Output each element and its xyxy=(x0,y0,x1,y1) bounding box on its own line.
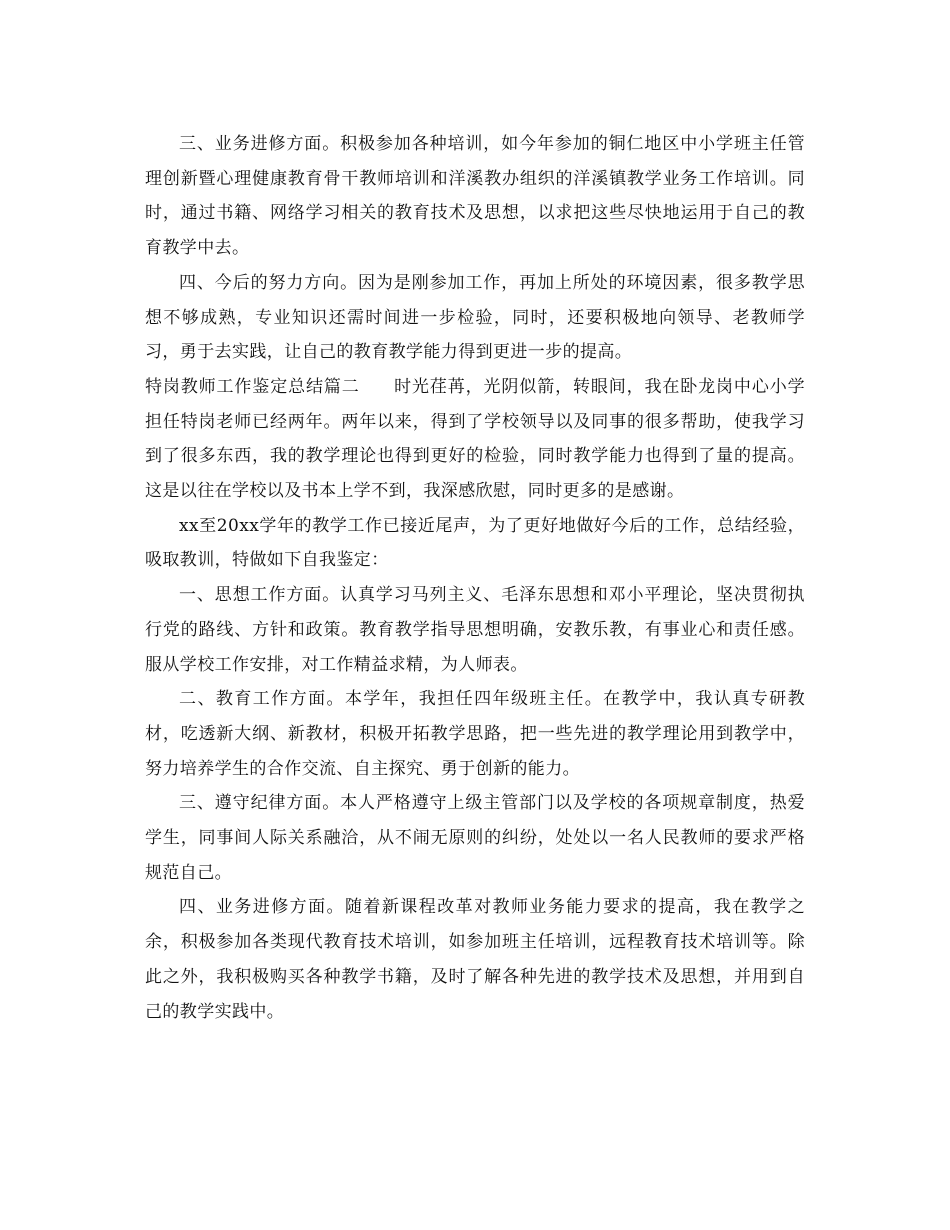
document-page xyxy=(145,127,805,1029)
paragraph-education-work: 二、教育工作方面。本学年，我担任四年级班主任。在教学中，我认真专研教材，吃透新大纲、新教材，积极开拓教学思路，把一些先进的教学理论用到教学中，努力培养学生的合作交流、自主探究、勇于创新的能力。 xyxy=(145,689,805,779)
section-title: 特岗教师工作鉴定总结篇二 xyxy=(145,376,360,397)
section-intro-text: 时光荏苒，光阴似箭，转眼间，我在卧龙岗中心小学担任特岗老师已经两年。两年以来，得到了学校领导以及同事的很多帮助，使我学习到了很多东西，我的教学理论也得到更好的检验，同时教学能力也得到了量的提高。这是以往在学校以及书本上学不到，我深感欣慰，同时更多的是感谢。 xyxy=(145,376,805,502)
paragraph-professional-development: 四、业务进修方面。随着新课程改革对教师业务能力要求的提高，我在教学之余，积极参加各类现代教育技术培训，如参加班主任培训，远程教育技术培训等。除此之外，我积极购买各种教学书籍，及时了解各种先进的教学技术及思想，并用到自己的教学实践中。 xyxy=(145,897,805,1022)
paragraph-discipline: 三、遵守纪律方面。本人严格遵守上级主管部门以及学校的各项规章制度，热爱学生，同事间人际关系融洽，从不闹无原则的纠纷，处处以一名人民教师的要求严格规范自己。 xyxy=(145,793,805,883)
paragraph-school-year: xx至20xx学年的教学工作已接近尾声，为了更好地做好今后的工作，总结经验，吸取教训，特做如下自我鉴定： xyxy=(145,515,805,571)
section-two-intro-paragraph xyxy=(145,370,805,509)
paragraph-future-direction: 四、今后的努力方向。因为是刚参加工作，再加上所处的环境因素，很多教学思想不够成熟，专业知识还需时间进一步检验，同时，还要积极地向领导、老教师学习，勇于去实践，让自己的教育教学能力得到更进一步的提高。 xyxy=(145,272,805,363)
paragraph-ideology: 一、思想工作方面。认真学习马列主义、毛泽东思想和邓小平理论，坚决贯彻执行党的路线、方针和政策。教育教学指导思想明确，安教乐教，有事业心和责任感。服从学校工作安排，对工作精益求精，为人师表。 xyxy=(145,585,805,675)
paragraph-training: 三、业务进修方面。积极参加各种培训，如今年参加的铜仁地区中小学班主任管理创新暨心理健康教育骨干教师培训和洋溪教办组织的洋溪镇教学业务工作培训。同时，通过书籍、网络学习相关的教育技术及思想，以求把这些尽快地运用于自己的教育教学中去。 xyxy=(145,134,805,259)
